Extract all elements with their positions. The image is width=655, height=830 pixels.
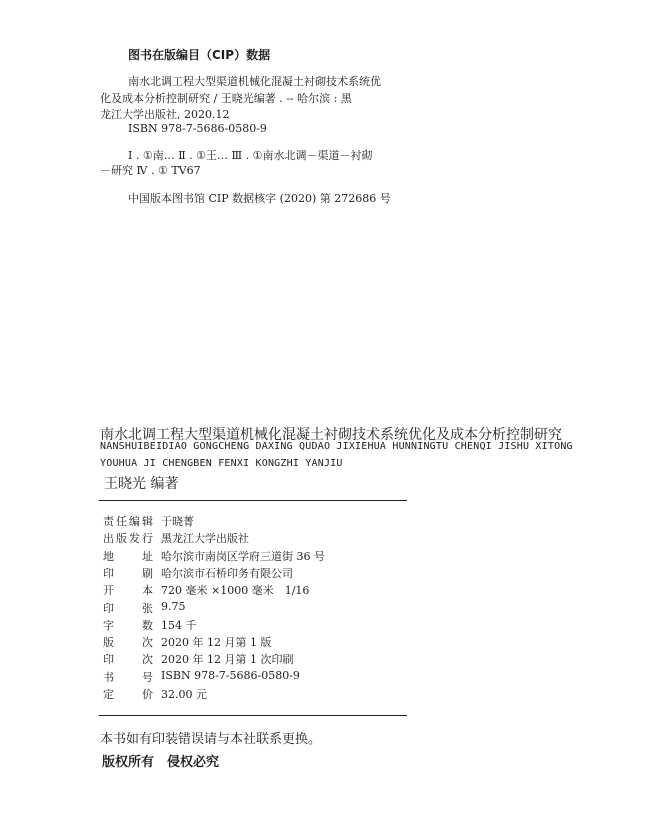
detail-value: 154 千 <box>161 618 197 632</box>
detail-value: 32.00 元 <box>161 688 207 701</box>
replacement-notice: 本书如有印装错误请与本社联系更换。 <box>100 732 322 747</box>
detail-label: 书 号 <box>103 670 153 684</box>
detail-value: 哈尔滨市南岗区学府三道街 36 号 <box>161 549 325 563</box>
detail-value: ISBN 978-7-5686-0580-9 <box>161 668 300 682</box>
copyright-notice: 版权所有 侵权必究 <box>102 755 220 770</box>
detail-label: 版 次 <box>103 636 153 650</box>
detail-label: 出 版 发 行 <box>103 532 153 546</box>
cip-heading: 图书在版编目（CIP）数据 <box>128 48 271 62</box>
detail-label: 印 次 <box>103 653 153 667</box>
detail-label: 印 张 <box>103 601 153 615</box>
detail-value: 720 毫米 ×1000 毫米 1/16 <box>161 584 310 598</box>
book-title: 南水北调工程大型渠道机械化混凝土衬砌技术系统优化及成本分析控制研究 <box>100 427 562 443</box>
detail-value: 2020 年 12 月第 1 次印刷 <box>161 653 294 667</box>
detail-label: 责 任 编 辑 <box>103 515 153 528</box>
cip-isbn: ISBN 978-7-5686-0580-9 <box>128 122 267 135</box>
detail-label: 地 址 <box>103 549 153 563</box>
detail-value: 黑龙江大学出版社 <box>161 532 249 546</box>
detail-label: 印 刷 <box>103 566 153 580</box>
cip-entry-line: 龙江大学出版社, 2020.12 <box>100 108 230 121</box>
cip-entry-line: 化及成本分析控制研究 / 王晓光编著 . -- 哈尔滨 : 黑 <box>100 92 352 105</box>
book-title-pinyin: YOUHUA JI CHENGBEN FENXI KONGZHI YANJIU <box>100 458 343 469</box>
cip-record-number: 中国版本图书馆 CIP 数据核字 (2020) 第 272686 号 <box>128 192 391 205</box>
cip-classification-line: －研究 Ⅳ . ① TV67 <box>100 164 201 177</box>
book-title-pinyin: NANSHUIBEIDIAO GONGCHENG DAXING QUDAO JIXIEHUA HUNNINGTU CHENQI JISHU XITONG <box>100 441 573 452</box>
detail-value: 9.75 <box>161 599 186 613</box>
cip-classification-line: Ⅰ . ①南… Ⅱ . ①王… Ⅲ . ①南水北调－渠道－衬砌 <box>128 149 373 162</box>
divider <box>99 715 407 716</box>
detail-value: 于晓菁 <box>161 515 194 528</box>
detail-label: 开 本 <box>103 584 153 598</box>
book-author: 王晓光 编著 <box>104 476 179 492</box>
detail-label: 字 数 <box>103 618 153 632</box>
divider <box>99 500 407 501</box>
detail-value: 哈尔滨市石桥印务有限公司 <box>161 566 293 580</box>
detail-label: 定 价 <box>103 688 153 701</box>
cip-entry-line: 南水北调工程大型渠道机械化混凝土衬砌技术系统优 <box>128 75 381 88</box>
detail-value: 2020 年 12 月第 1 版 <box>161 636 272 650</box>
